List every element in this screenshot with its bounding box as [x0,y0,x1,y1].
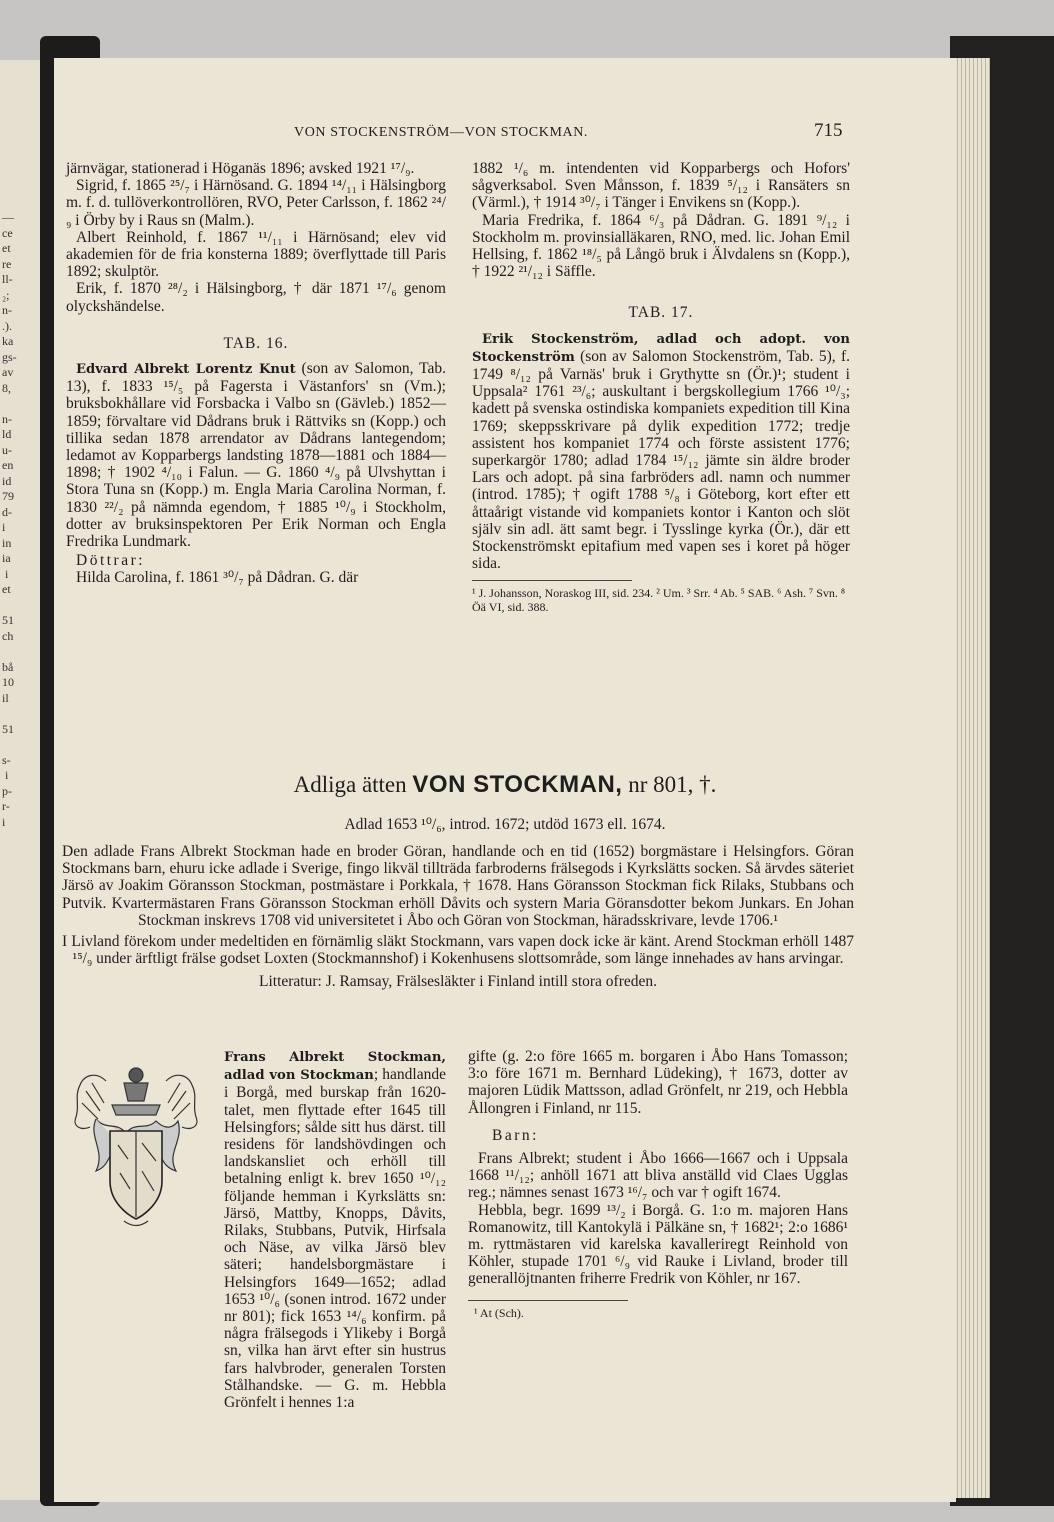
previous-page-fragments: — ce et re ll- ₂; n- .). ka gs- av 8, n- ld u- en id 79 d- i in ia i et 51 ch bå 10 il 51 s- i p- r- i [2,210,17,829]
section-subtitle: Adlad 1653 ¹⁰/₆, introd. 1672; utdöd 1673 ell. 1674. [344,816,666,833]
paragraph: Den adlade Frans Albrekt Stockman hade en broder Göran, handlande och en tid (1652) borgmästare i Helsingfors. Göran Stockmans barn, ehuru icke adlade i Sverige, fingo likväl tillträda farbroderns frälsegods i Kyrkslätts socken. Så ärvdes säteriet Järsö av Joakim Göransson Stockman, postmästare i Porkkala, † 1678. Hans Göransson Stockman fick Rilaks, Stubbans och Putvik. Kvartermästaren Frans Göransson Stockman erhöll Dåvits och systern Maria Göransdotter bekom Junkars. En Johan Stockman inskrevs 1708 vid universitetet i Åbo och Göran von Stockman, häradsskrivare, levde 1706.¹ [62,843,854,929]
litteratur: Litteratur: J. Ramsay, Frälsesläkter i Finland intill stora ofreden. [258,973,658,991]
stockman-entry [64,1048,446,1411]
footnote: ¹ At (Sch). [474,1305,524,1320]
bottom-right-column [468,1048,848,1320]
section-label: Döttrar: [76,552,146,570]
page-edges [950,58,990,1498]
entry-text: ; handlande i Borgå, med burskap från 1620-talet, men flyttade efter 1645 till Helsingfors; sålde sitt hus därst. till residens för landshövdingen och landskansliet och erhöll till betalning enligt k. brev 1650 ¹⁰/₁₂ följande hemman i Kyrkslätts sn: Järsö, Mattby, Knopps, Dåvits, Rilaks, Stubbans, Putvik, Hirfsala och Näse, av vilka Järsö blev säteri; handelsborgmästare i Helsingfors 1649—1652; adlad 1653 ¹⁰/₆ (sonen introd. 1672 under nr 801); fick 1653 ¹⁴/₆ konfirm. på några frälsegods i Ylikeby i Borgå sn, vilka han ärvt efter sin hustrus fars halvbroder, generalen Torsten Stålhandske. — G. m. Hebbla Grönfelt i hennes 1:a [224,1066,446,1412]
paragraph: Erik, f. 1870 ²⁸/₂ i Hälsingborg, † där 1871 ¹⁷/₆ genom olyckshändelse. [66,280,446,315]
bottom-left-column [64,1048,446,1411]
section-label: Barn: [492,1126,539,1144]
page-number: 715 [814,120,843,141]
paragraph: 1882 ¹/₆ m. intendenten vid Kopparbergs och Hofors' sågverksabol. Sven Månsson, f. 1839 ⁵/₁₂ i Ransäters sn (Värml.), † 1914 ³⁰/₇ i Tänger i Envikens sn (Kopp.). [472,160,850,212]
tab17-entry [472,330,850,573]
paragraph: Maria Fredrika, f. 1864 ⁶/₃ på Dådran. G. 1891 ⁹/₁₂ i Stockholm m. provinsialläkaren, RNO, med. lic. Johan Emil Hellsing, f. 1862 ¹⁸/₅ på Långö bruk i Älvdalens sn (Kopp.), † 1922 ²¹/₁₂ i Säffle. [472,211,850,281]
title-suffix: nr 801, †. [628,772,717,797]
section-title [54,771,956,798]
intro-text [62,843,854,991]
paragraph: Hebbla, begr. 1699 ¹³/₂ i Borgå. G. 1:o m. majoren Hans Romanowitz, till Kantokylä i Pälkäne sn, † 1682¹; 2:o 1686¹ m. ryttmästaren vid karelska kavalleriregt Reinhold von Köhler, stupade 1701 ⁶/₉ vid Rauke i Livland, broder till generallöjtnanten friherre Fredrik von Köhler, nr 167. [468,1201,848,1288]
paragraph: Frans Albrekt; student i Åbo 1666—1667 och i Uppsala 1668 ¹¹/₁₂; anhöll 1671 att bliva anställd vid Claes Ugglas reg.; nämnes senast 1673 ¹⁶/₇ och var † ogift 1674. [468,1150,848,1202]
family-name: VON STOCKMAN, [412,771,623,798]
footnote-rule [472,580,632,581]
paragraph: Hilda Carolina, f. 1861 ³⁰/₇ på Dådran. G. där [76,569,359,587]
footnotes: ¹ J. Johansson, Noraskog III, sid. 234. ² Um. ³ Srr. ⁴ Ab. ⁵ SAB. ⁶ Ash. ⁷ Svn. ⁸ Öä VI, sid. 388. [472,586,846,615]
paragraph: gifte (g. 2:o före 1665 m. borgaren i Åbo Hans Tomasson; 3:o före 1671 m. Bernhard Lüdeking), † 1673, dotter av majoren Lüdik Mattsson, adlad Grönfelt, nr 219, och Hebbla Ållongren i Finland, nr 115. [468,1048,848,1117]
paragraph: järnvägar, stationerad i Höganäs 1896; avsked 1921 ¹⁷/₉. [66,160,415,177]
running-head: VON STOCKENSTRÖM—VON STOCKMAN. [294,125,589,140]
tab-heading: TAB. 17. [628,304,694,322]
right-column [472,160,850,614]
paragraph: Albert Reinhold, f. 1867 ¹¹/₁₁ i Härnösand; elev vid akademien för de fria konsterna 1889; överflyttade till Paris 1892; skulptör. [66,228,446,281]
person-name: Edvard Albrekt Lorentz Knut [76,362,296,378]
person-name: Erik Stockenström, adlad och adopt. von Stockenström [472,331,850,365]
entry-text: (son av Salomon Stockenström, Tab. 5), f. 1749 ⁸/₁₂ på Varnäs' bruk i Grythytte sn (Ör.)¹; student i Uppsala² 1761 ²³/₆; auskultant i bergskollegium 1766 ¹⁰/₃; kadett på svenska ostindiska kompaniets expedition till Kina 1769; skeppsskrivare på dylik expedition 1772; tredje assistent hos kompaniet 1774 och förste assistent 1776; superkargör 1780; adlad 1784 ¹⁵/₁₂ jämte sin äldre broder Lars och adopt. på sina farbröders adl. namn och nummer (introd. 1785); † ogift 1788 ⁵/₈ i Göteborg, kort efter ett åttaårigt vistande vid kompaniets kontor i Kanton och slöt själv sin adl. ätt samt begr. i Tysslinge kyrka (Ör.), där ett Stockenströmskt epitafium med vapen ses i koret på höger sida. [472,347,850,573]
entry-text: (son av Salomon, Tab. 13), f. 1833 ¹⁵/₅ på Fagersta i Västanfors' sn (Vm.); bruksbokhållare vid Forsbacka i Valbo sn (Gävleb.) 1852—1859; förvaltare vid Dådrans bruk i Rättviks sn (Kopp.) och tillika sedan 1878 arrendator av Dådrans lantegendom; ledamot av Kopparbergs landsting 1878—1881 och 1884—1898; † 1902 ⁴/₁₀ i Falun. — G. 1860 ⁴/₉ på Ulvshyttan i Stora Tuna sn (Kopp.) m. Engla Maria Carolina Norman, f. 1830 ²²/₂ på nämnda egendom, † 1885 ¹⁰/₉ i Stockholm, dotter av bruksinspektoren Per Erik Norman och Engla Fredrika Lundmark. [66,360,447,551]
footnote-rule [468,1300,628,1301]
left-column [66,160,446,587]
paragraph: Sigrid, f. 1865 ²⁵/₇ i Härnösand. G. 1894 ¹⁴/₁₁ i Hälsingborg m. f. d. tullöverkontrollören, RVO, Peter Carlsson, f. 1862 ²⁴/₉ i Örby by i Raus sn (Malm.). [66,177,446,229]
person-name: Frans Albrekt Stockman, adlad von Stockman [224,1050,446,1084]
paragraph: I Livland förekom under medeltiden en förnämlig släkt Stockmann, vars vapen dock icke är känt. Arend Stockman erhöll 1487 ¹⁵/₉ under ärftligt frälse godset Loxten (Stockmannshof) i Kokenhusens slottsområde, som länge innehades av hans arvingar. [62,933,854,968]
tab16-entry [66,360,446,550]
title-prefix: Adliga ätten [293,772,407,797]
tab-heading: TAB. 16. [223,334,289,352]
book-page [54,58,956,1502]
